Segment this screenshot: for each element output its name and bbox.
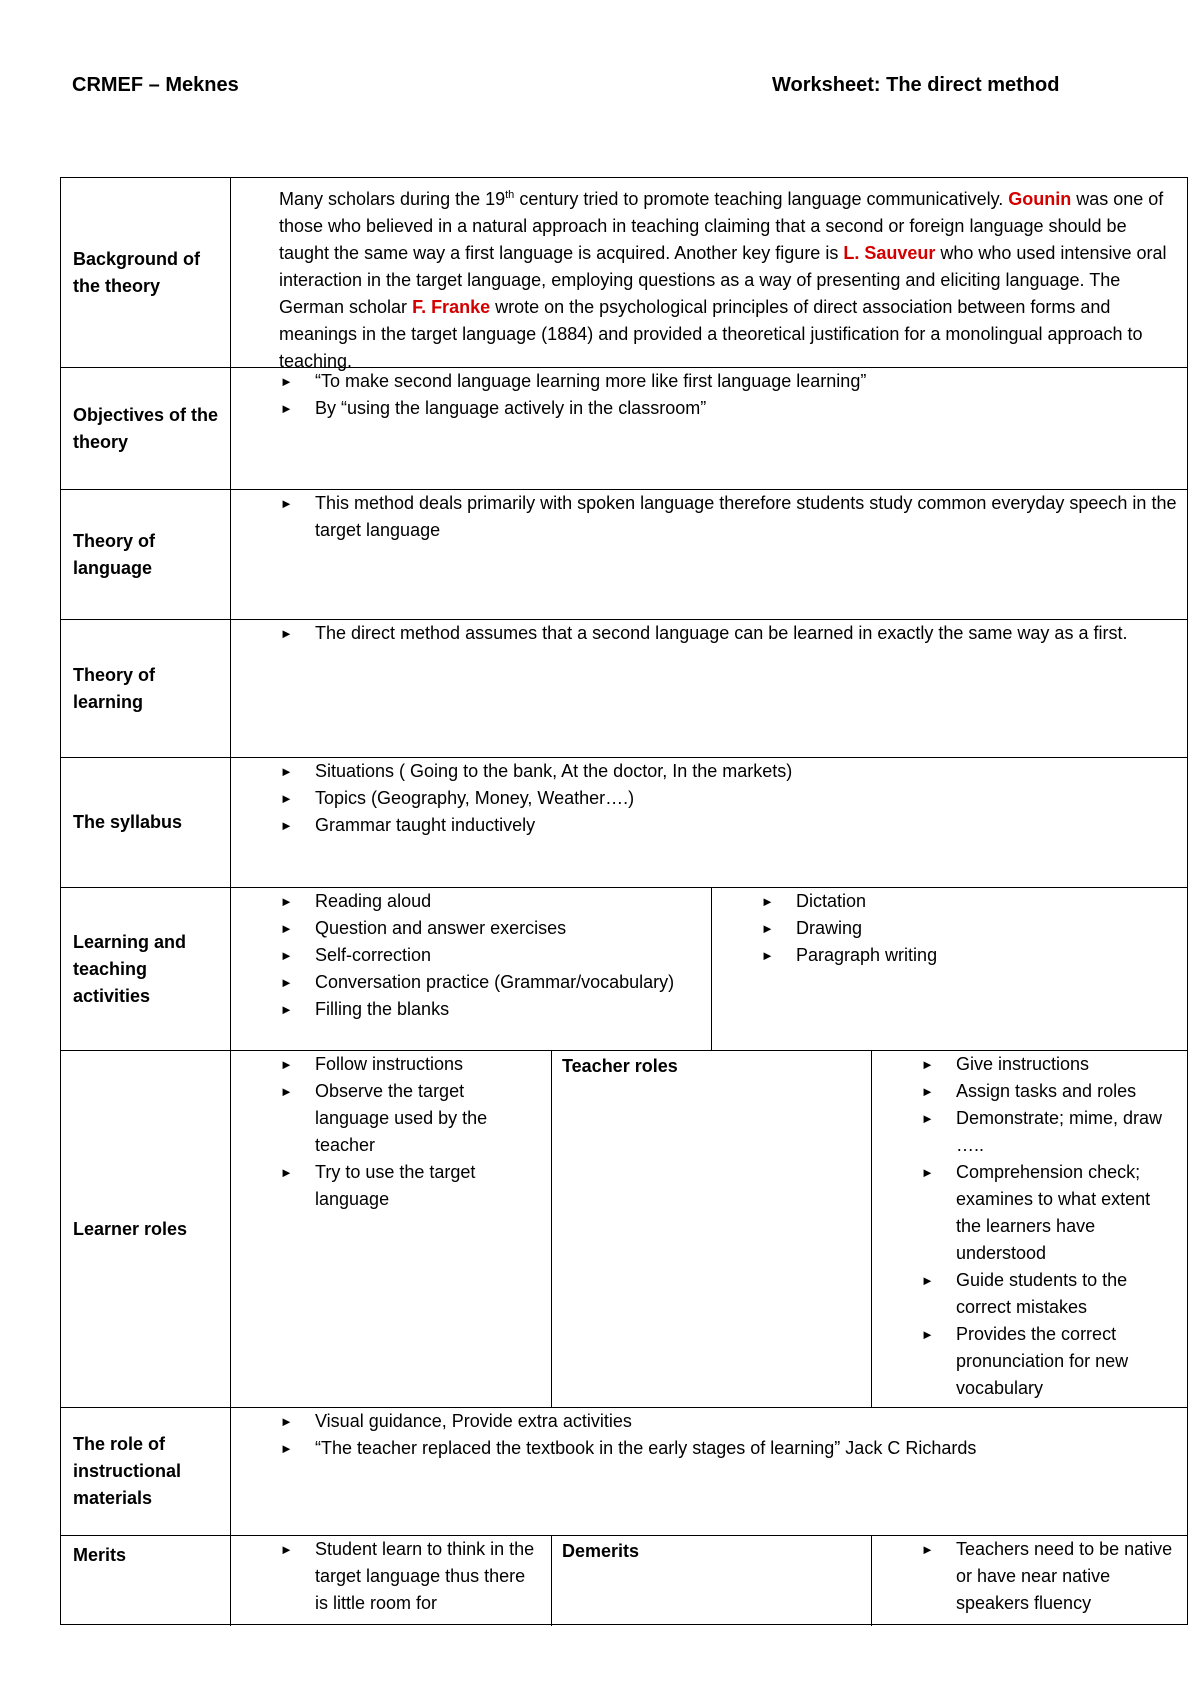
list-item: ► Visual guidance, Provide extra activities	[231, 1408, 1187, 1435]
name-franke: F. Franke	[412, 297, 491, 317]
row-syllabus	[61, 758, 1187, 888]
header-institution: CRMEF – Meknes	[72, 74, 239, 96]
syllabus-content	[231, 758, 1187, 887]
list-item: ► Topics (Geography, Money, Weather….)	[231, 785, 1187, 812]
list-item: ► Dictation	[712, 888, 1187, 915]
label-theory-learning: Theory of learning	[61, 620, 231, 757]
theory-language-content	[231, 490, 1187, 619]
list-item: ► Try to use the target language	[231, 1159, 551, 1213]
label-learner-roles: Learner roles	[61, 1051, 231, 1407]
list-item: ► Reading aloud	[231, 888, 711, 915]
list-item: ► By “using the language actively in the classroom”	[231, 395, 1187, 422]
label-syllabus: The syllabus	[61, 758, 231, 887]
list-item: ► Follow instructions	[231, 1051, 551, 1078]
row-theory-learning	[61, 620, 1187, 758]
list-item: ► The direct method assumes that a second language can be learned in exactly the same way as a first.	[231, 620, 1187, 647]
label-teacher-roles: Teacher roles	[562, 1056, 678, 1076]
row-objectives	[61, 368, 1187, 490]
list-item: ► Question and answer exercises	[231, 915, 711, 942]
row-materials	[61, 1408, 1187, 1536]
merits-content	[231, 1536, 551, 1626]
list-item: ► Teachers need to be native or have near native speakers fluency	[872, 1536, 1187, 1617]
name-sauveur: L. Sauveur	[843, 243, 936, 263]
list-item: ► Filling the blanks	[231, 996, 711, 1023]
row-merits	[61, 1536, 1187, 1626]
list-item: ► Drawing	[712, 915, 1187, 942]
list-item: ► Situations ( Going to the bank, At the doctor, In the markets)	[231, 758, 1187, 785]
list-item: ► This method deals primarily with spoken language therefore students study common everyday speech in the target language	[231, 490, 1187, 544]
activities-left	[231, 888, 711, 1050]
label-materials: The role of instructional materials	[61, 1408, 231, 1535]
label-activities: Learning and teaching activities	[61, 888, 231, 1050]
list-item: ► Give instructions	[872, 1051, 1187, 1078]
row-activities	[61, 888, 1187, 1051]
learner-roles-content	[231, 1051, 551, 1407]
list-item: ► Paragraph writing	[712, 942, 1187, 969]
header-worksheet-title: Worksheet: The direct method	[772, 74, 1060, 96]
list-item: ► Guide students to the correct mistakes	[872, 1267, 1187, 1321]
teacher-roles-label-cell	[551, 1051, 871, 1407]
teacher-roles-content	[871, 1051, 1187, 1407]
label-objectives: Objectives of the theory	[61, 368, 231, 489]
label-theory-language: Theory of language	[61, 490, 231, 619]
row-background	[61, 178, 1187, 371]
list-item: ► Assign tasks and roles	[872, 1078, 1187, 1105]
theory-learning-content	[231, 620, 1187, 757]
row-theory-language	[61, 490, 1187, 620]
label-demerits: Demerits	[562, 1541, 640, 1561]
list-item: ► “The teacher replaced the textbook in the early stages of learning” Jack C Richards	[231, 1435, 1187, 1462]
list-item: ► Student learn to think in the target language thus there is little room for	[231, 1536, 551, 1617]
worksheet-table	[60, 177, 1188, 1625]
list-item: ► Provides the correct pronunciation for new vocabulary	[872, 1321, 1187, 1402]
list-item: ► Demonstrate; mime, draw …..	[872, 1105, 1187, 1159]
objectives-content	[231, 368, 1187, 489]
list-item: ► Self-correction	[231, 942, 711, 969]
label-merits: Merits	[61, 1536, 231, 1626]
name-gounin: Gounin	[1008, 189, 1072, 209]
list-item: ► Comprehension check; examines to what extent the learners have understood	[872, 1159, 1187, 1267]
row-roles	[61, 1051, 1187, 1408]
label-background: Background of the theory	[61, 178, 231, 367]
demerits-label-cell	[551, 1536, 871, 1626]
activities-right	[711, 888, 1187, 1050]
background-text: Many scholars during the 19th century tried to promote teaching language communicatively. Gounin was one of those who believed in a natural approach in teaching claiming that a second or foreign language should be taught the same way a first language is acquired. Another key figure is L. Sauveur who who used intensive oral interaction in the target language, employing questions as a way of presenting and eliciting language. The German scholar F. Franke wrote on the psychological principles of direct association between forms and meanings in the target language (1884) and provided a theoretical justification for a monolingual approach to teaching.	[279, 189, 1167, 371]
materials-content	[231, 1408, 1187, 1535]
list-item: ► Conversation practice (Grammar/vocabulary)	[231, 969, 711, 996]
list-item: ► “To make second language learning more like first language learning”	[231, 368, 1187, 395]
list-item: ► Grammar taught inductively	[231, 812, 1187, 839]
demerits-content	[871, 1536, 1187, 1626]
list-item: ► Observe the target language used by the teacher	[231, 1078, 551, 1159]
